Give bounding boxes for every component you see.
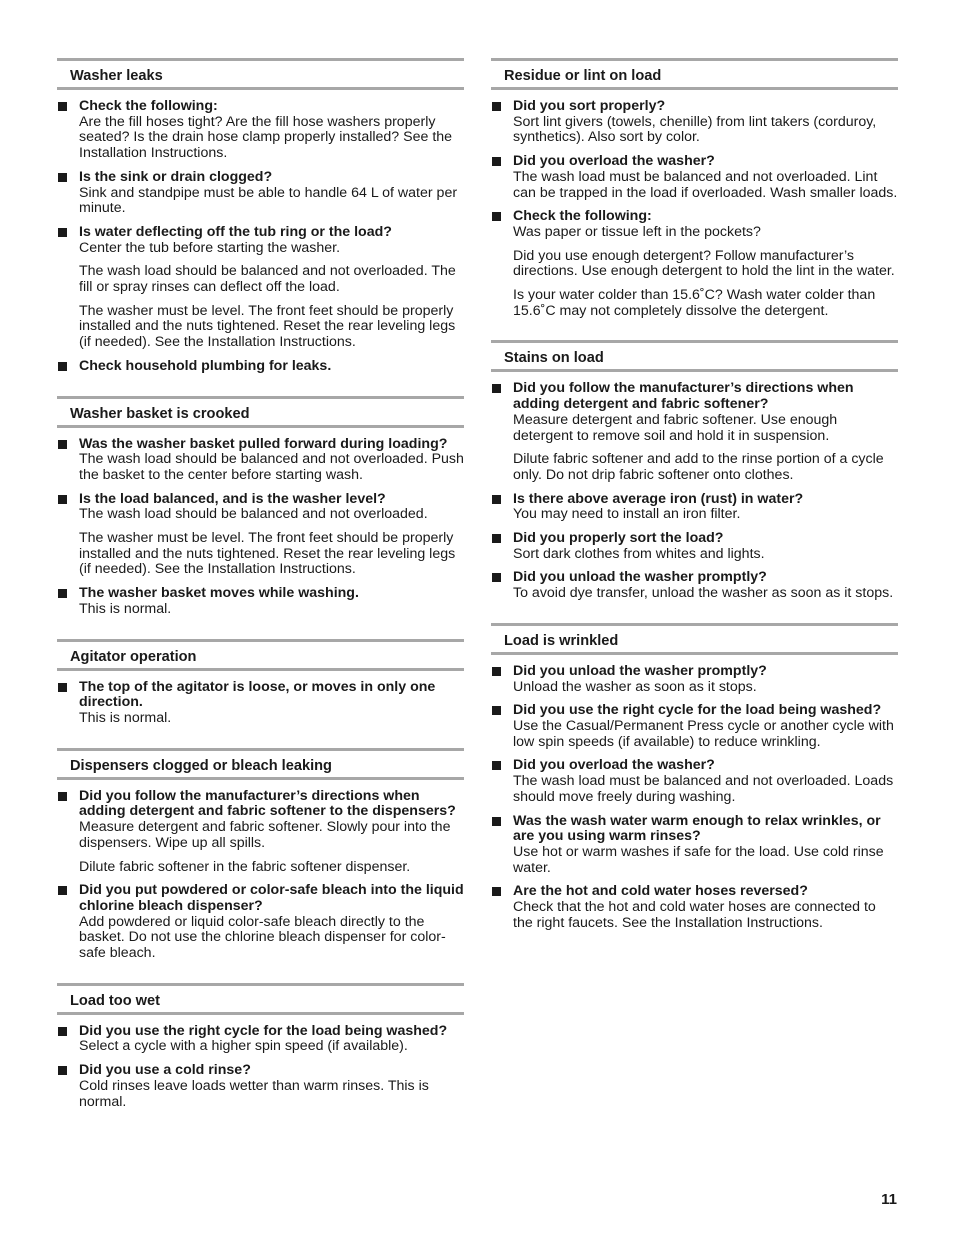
answer-text: This is normal. xyxy=(79,709,172,726)
list-item xyxy=(491,758,898,805)
item-list xyxy=(491,90,898,340)
section-heading xyxy=(57,748,464,780)
question-text: Check the following: xyxy=(79,98,218,114)
answer-text: Measure detergent and fabric softener. Slowly pour into the dispensers. Wipe up all spills. xyxy=(79,819,451,851)
section-heading xyxy=(491,340,898,372)
list-item xyxy=(491,664,898,695)
square-bullet-icon xyxy=(492,495,501,504)
answer-text: This is normal. xyxy=(79,600,172,617)
answer-text: Did you use enough detergent? Follow manufacturer’s directions. Use enough detergent to hold the lint in the water. xyxy=(513,247,895,280)
list-item xyxy=(57,225,464,351)
answer-text: Are the fill hoses tight? Are the fill hose washers properly seated? Is the drain hose clamp properly installed? See the Installation Instructions. xyxy=(79,113,453,162)
square-bullet-icon xyxy=(58,173,67,182)
answer-text: Sink and standpipe must be able to handle 64 L of water per minute. xyxy=(79,184,458,217)
question-text: Did you sort properly? xyxy=(513,98,666,114)
answer-text: The wash load must be balanced and not overloaded. Lint can be trapped in the load if overloaded. Wash smaller loads. xyxy=(513,168,898,201)
item-list xyxy=(491,655,898,953)
square-bullet-icon xyxy=(58,683,67,692)
list-item xyxy=(491,154,898,201)
section-title: Stains on load xyxy=(504,350,604,367)
list-item xyxy=(57,789,464,876)
page-number: 11 xyxy=(881,1191,897,1208)
square-bullet-icon xyxy=(58,886,67,895)
answer-text: The wash load must be balanced and not overloaded. Loads should move freely during washing. xyxy=(513,773,894,805)
list-item xyxy=(57,170,464,217)
square-bullet-icon xyxy=(58,589,67,598)
question-text: Did you use the right cycle for the load being washed? xyxy=(513,702,882,719)
section-title: Load too wet xyxy=(70,992,160,1009)
answer-text: Sort lint givers (towels, chenille) from lint takers (corduroy, synthetics). Also sort by color. xyxy=(513,113,877,146)
section-heading xyxy=(491,58,898,90)
left-column xyxy=(57,58,464,1131)
section-title: Dispensers clogged or bleach leaking xyxy=(70,757,332,774)
list-item xyxy=(491,703,898,750)
question-text: Did you unload the washer promptly? xyxy=(513,662,767,679)
question-text: Is the sink or drain clogged? xyxy=(79,168,273,185)
answer-text: Measure detergent and fabric softener. Use enough detergent to remove soil and hold it in suspension. xyxy=(513,411,838,444)
square-bullet-icon xyxy=(58,228,67,237)
section-title: Load is wrinkled xyxy=(504,632,619,649)
answer-text: The wash load should be balanced and not overloaded. xyxy=(79,506,428,523)
section-heading xyxy=(491,623,898,655)
item-list xyxy=(57,428,464,639)
question-text: The washer basket moves while washing. xyxy=(79,585,359,602)
square-bullet-icon xyxy=(58,440,67,449)
section-load-is-wrinkled xyxy=(491,623,898,953)
square-bullet-icon xyxy=(58,495,67,504)
section-residue-or-lint-on-load xyxy=(491,58,898,340)
square-bullet-icon xyxy=(492,534,501,543)
list-item xyxy=(57,883,464,962)
question-text: Check household plumbing for leaks. xyxy=(79,357,332,374)
square-bullet-icon xyxy=(58,792,67,801)
answer-text: Use the Casual/Permanent Press cycle or another cycle with low spin speeds (if available) to reduce wrinkling. xyxy=(513,717,894,750)
list-item xyxy=(491,99,898,146)
section-heading xyxy=(57,639,464,671)
section-dispensers-clogged-or-bleach-leaking xyxy=(57,748,464,983)
answer-text: The wash load should be balanced and not overloaded. The fill or spray rinses can deflect off the load. xyxy=(79,263,456,296)
question-text: Are the hot and cold water hoses reversed? xyxy=(513,883,808,900)
answer-text: Is your water colder than 15.6˚C? Wash water colder than 15.6˚C may not completely dissolve the detergent. xyxy=(513,287,876,319)
answer-text: You may need to install an iron filter. xyxy=(513,506,741,523)
question-text: Did you overload the washer? xyxy=(513,757,715,774)
answer-text: Dilute fabric softener and add to the rinse portion of a cycle only. Do not drip fabric softener onto clothes. xyxy=(513,451,884,483)
answer-text: Was paper or tissue left in the pockets? xyxy=(513,223,761,240)
question-text: Did you use a cold rinse? xyxy=(79,1062,251,1079)
square-bullet-icon xyxy=(492,102,501,111)
square-bullet-icon xyxy=(492,817,501,826)
list-item xyxy=(491,814,898,877)
list-item xyxy=(491,492,898,523)
list-item xyxy=(491,209,898,319)
question-text: Is water deflecting off the tub ring or the load? xyxy=(79,223,392,240)
square-bullet-icon xyxy=(58,1027,67,1036)
list-item xyxy=(57,680,464,727)
section-title: Residue or lint on load xyxy=(504,68,662,84)
list-item xyxy=(57,492,464,579)
answer-text: The washer must be level. The front feet should be properly installed and the nuts tightened. Reset the rear leveling legs (if needed). See the Installation Instructions. xyxy=(79,530,456,578)
question-text: Is the load balanced, and is the washer level? xyxy=(79,490,386,507)
list-item xyxy=(57,586,464,617)
square-bullet-icon xyxy=(58,1066,67,1075)
square-bullet-icon xyxy=(492,573,501,582)
list-item xyxy=(491,884,898,931)
answer-text: Check that the hot and cold water hoses are connected to the right faucets. See the Installation Instructions. xyxy=(513,899,876,931)
section-title: Washer leaks xyxy=(70,68,163,84)
list-item xyxy=(491,381,898,483)
section-title: Agitator operation xyxy=(70,648,197,665)
section-heading xyxy=(57,396,464,428)
question-text: Was the wash water warm enough to relax wrinkles, or are you using warm rinses? xyxy=(513,812,881,845)
list-item xyxy=(491,570,898,601)
answer-text: The wash load should be balanced and not overloaded. Push the basket to the center before starting wash. xyxy=(79,451,464,483)
right-column xyxy=(491,58,898,952)
question-text: Did you follow the manufacturer’s directions when adding detergent and fabric softener? xyxy=(513,380,854,413)
question-text: Is there above average iron (rust) in water? xyxy=(513,490,804,507)
question-text: Did you use the right cycle for the load being washed? xyxy=(79,1022,448,1039)
square-bullet-icon xyxy=(58,102,67,111)
answer-text: The washer must be level. The front feet should be properly installed and the nuts tightened. Reset the rear leveling legs (if needed). See the Installation Instructions. xyxy=(79,302,456,351)
answer-text: Unload the washer as soon as it stops. xyxy=(513,678,757,695)
section-washer-leaks xyxy=(57,58,464,396)
item-list xyxy=(491,372,898,622)
answer-text: Center the tub before starting the washer. xyxy=(79,239,341,256)
answer-text: Sort dark clothes from whites and lights. xyxy=(513,545,765,562)
section-load-too-wet xyxy=(57,983,464,1132)
section-washer-basket-is-crooked xyxy=(57,396,464,639)
section-heading xyxy=(57,983,464,1015)
square-bullet-icon xyxy=(492,157,501,166)
list-item xyxy=(57,359,464,375)
answer-text: Add powdered or liquid color-safe bleach directly to the basket. Do not use the chlorine bleach dispenser for color-safe bleach. xyxy=(79,913,446,962)
section-agitator-operation xyxy=(57,639,464,748)
item-list xyxy=(57,90,464,396)
question-text: Check the following: xyxy=(513,208,652,225)
list-item xyxy=(57,99,464,162)
square-bullet-icon xyxy=(492,667,501,676)
item-list xyxy=(57,780,464,983)
square-bullet-icon xyxy=(58,362,67,371)
item-list xyxy=(57,671,464,748)
answer-text: Select a cycle with a higher spin speed (if available). xyxy=(79,1038,408,1055)
answer-text: To avoid dye transfer, unload the washer as soon as it stops. xyxy=(513,585,894,602)
question-text: The top of the agitator is loose, or moves in only one direction. xyxy=(79,678,436,711)
square-bullet-icon xyxy=(492,384,501,393)
square-bullet-icon xyxy=(492,887,501,896)
question-text: Did you unload the washer promptly? xyxy=(513,569,767,586)
list-item xyxy=(491,531,898,562)
section-stains-on-load xyxy=(491,340,898,622)
square-bullet-icon xyxy=(492,212,501,221)
section-heading xyxy=(57,58,464,90)
answer-text: Cold rinses leave loads wetter than warm rinses. This is normal. xyxy=(79,1077,429,1110)
answer-text: Dilute fabric softener in the fabric softener dispenser. xyxy=(79,858,411,875)
item-list xyxy=(57,1015,464,1132)
question-text: Did you put powdered or color-safe bleach into the liquid chlorine bleach dispenser? xyxy=(79,882,464,914)
question-text: Did you properly sort the load? xyxy=(513,530,724,547)
section-title: Washer basket is crooked xyxy=(70,405,250,422)
list-item xyxy=(57,1024,464,1055)
square-bullet-icon xyxy=(492,706,501,715)
question-text: Did you overload the washer? xyxy=(513,153,715,170)
list-item xyxy=(57,437,464,484)
list-item xyxy=(57,1063,464,1110)
answer-text: Use hot or warm washes if safe for the load. Use cold rinse water. xyxy=(513,843,884,876)
square-bullet-icon xyxy=(492,761,501,770)
question-text: Was the washer basket pulled forward during loading? xyxy=(79,435,448,452)
question-text: Did you follow the manufacturer’s directions when adding detergent and fabric softener to the dispensers? xyxy=(79,787,456,820)
